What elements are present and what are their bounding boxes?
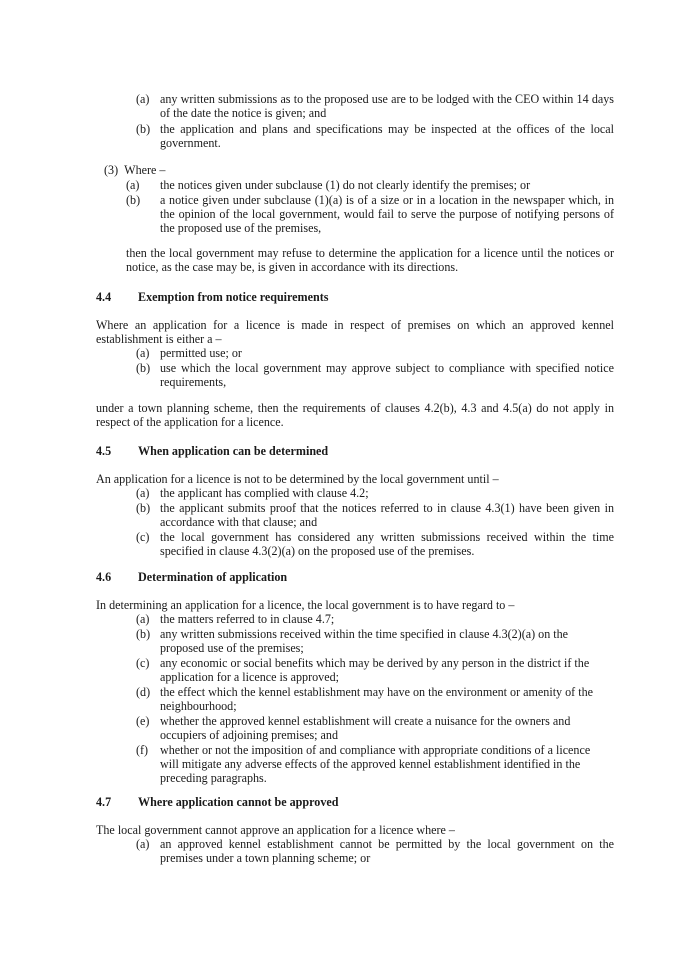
section-closing: under a town planning scheme, then the requirements of clauses 4.2(b), 4.3 and 4.5(a) do not apply in respect of the application for a licence. <box>96 401 614 429</box>
item-label: (b) <box>136 122 151 136</box>
item-label: (f) <box>136 743 149 757</box>
list-item <box>136 714 606 742</box>
subclause-3-list <box>126 178 614 235</box>
item-label: (a) <box>136 346 150 360</box>
item-text: the matters referred to in clause 4.7; <box>160 612 335 626</box>
item-text: the applicant submits proof that the notices referred to in clause 4.3(1) have been given in accordance with that clause; and <box>160 501 614 529</box>
item-label: (c) <box>136 530 150 544</box>
section-number: 4.4 <box>96 290 112 304</box>
list-item <box>136 122 614 150</box>
top-list <box>136 92 614 150</box>
subclause-3-closing: then the local government may refuse to determine the application for a licence until the notices or notice, as the case may be, is given in accordance with its directions. <box>126 246 614 274</box>
list-item <box>136 627 606 655</box>
item-label: (b) <box>136 361 151 375</box>
item-text: the notices given under subclause (1) do not clearly identify the premises; or <box>160 178 531 192</box>
item-label: (a) <box>126 178 140 192</box>
item-label: (b) <box>136 627 151 641</box>
list-item <box>136 346 614 360</box>
section-list <box>136 837 614 865</box>
list-item <box>136 361 614 389</box>
item-text: any economic or social benefits which may be derived by any person in the district if the application for a licence is approved; <box>160 656 590 684</box>
section-list <box>136 486 614 558</box>
list-item <box>136 685 606 713</box>
section-list <box>136 346 614 389</box>
item-text: any written submissions as to the proposed use are to be lodged with the CEO within 14 days of the date the notice is given; and <box>160 92 614 120</box>
subclause-3-heading <box>104 163 165 177</box>
list-item <box>136 486 614 500</box>
item-label: (a) <box>136 92 150 106</box>
item-label: (c) <box>136 656 150 670</box>
list-item <box>126 178 614 192</box>
item-text: the local government has considered any written submissions received within the time specified in clause 4.3(2)(a) on the proposed use of the premises. <box>160 530 614 558</box>
item-text: the applicant has complied with clause 4.2; <box>160 486 369 500</box>
section-intro: The local government cannot approve an application for a licence where – <box>96 823 455 837</box>
item-text: use which the local government may approve subject to compliance with specified notice requirements, <box>160 361 614 389</box>
section-number: 4.6 <box>96 570 112 584</box>
section-number: 4.7 <box>96 795 112 809</box>
list-item <box>136 837 614 865</box>
list-item <box>136 656 606 684</box>
list-item <box>136 501 614 529</box>
item-label: (d) <box>136 685 151 699</box>
item-label: (b) <box>136 501 151 515</box>
list-item <box>136 743 606 785</box>
list-item <box>136 530 614 558</box>
item-text: the effect which the kennel establishment may have on the environment or amenity of the neighbourhood; <box>160 685 593 713</box>
item-text: an approved kennel establishment cannot be permitted by the local government on the premises under a town planning scheme; or <box>160 837 614 865</box>
list-item <box>136 612 606 626</box>
item-text: the application and plans and specifications may be inspected at the offices of the local government. <box>160 122 614 150</box>
section-heading: Where application cannot be approved <box>138 795 339 809</box>
item-text: any written submissions received within the time specified in clause 4.3(2)(a) on the proposed use of the premises; <box>160 627 569 655</box>
item-label: (e) <box>136 714 150 728</box>
subclause-label: (3) <box>104 163 119 177</box>
subclause-intro: Where – <box>124 163 166 177</box>
item-label: (b) <box>126 193 141 207</box>
item-text: whether the approved kennel establishment will create a nuisance for the owners and occupiers of adjoining premises; and <box>160 714 571 742</box>
section-heading: Determination of application <box>138 570 288 584</box>
item-text: permitted use; or <box>160 346 242 360</box>
list-item <box>136 92 614 120</box>
section-list <box>136 612 606 785</box>
section-heading: When application can be determined <box>138 444 329 458</box>
list-item <box>126 193 614 235</box>
item-label: (a) <box>136 486 150 500</box>
item-label: (a) <box>136 837 150 851</box>
section-intro: Where an application for a licence is made in respect of premises on which an approved kennel establishment is either a – <box>96 318 614 346</box>
item-text: whether or not the imposition of and compliance with appropriate conditions of a licence will mitigate any adverse effects of the approved kennel establishment identified in the preceding paragraphs. <box>160 743 591 785</box>
item-label: (a) <box>136 612 150 626</box>
section-intro: In determining an application for a licence, the local government is to have regard to – <box>96 598 515 612</box>
section-heading: Exemption from notice requirements <box>138 290 329 304</box>
section-intro: An application for a licence is not to be determined by the local government until – <box>96 472 499 486</box>
item-text: a notice given under subclause (1)(a) is of a size or in a location in the newspaper which, in the opinion of the local government, would fail to serve the purpose of notifying persons of the proposed use of the premises, <box>160 193 614 235</box>
section-number: 4.5 <box>96 444 112 458</box>
